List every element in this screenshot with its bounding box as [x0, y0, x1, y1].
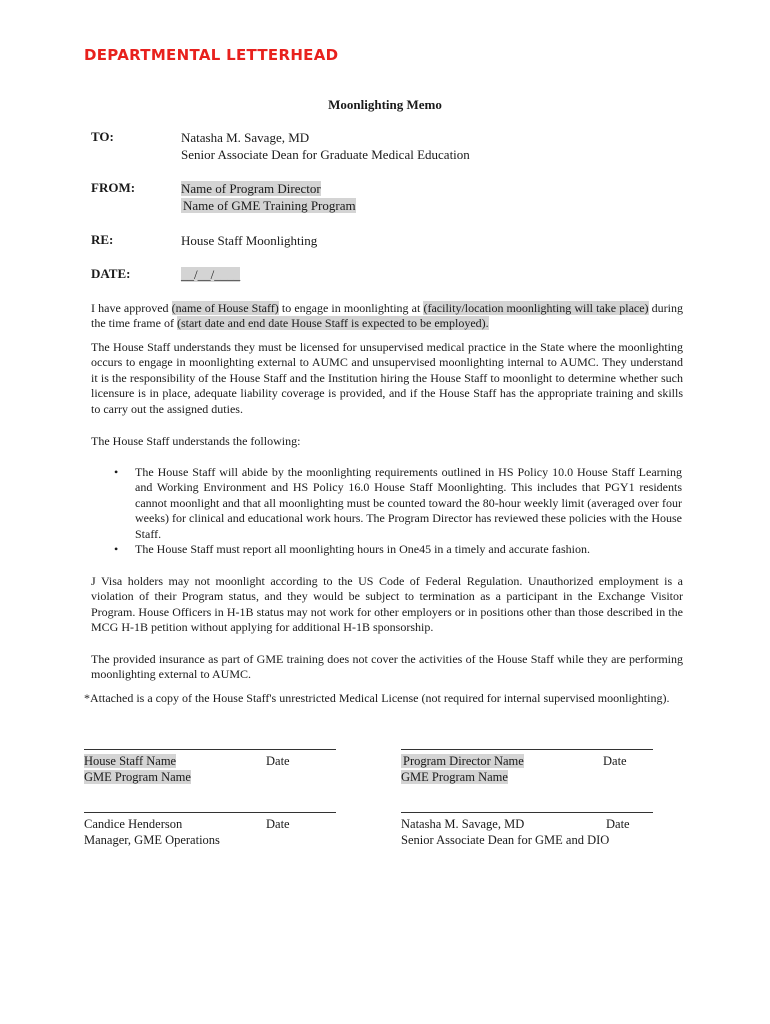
- dio-name: Natasha M. Savage, MD: [401, 817, 525, 831]
- re-label: RE:: [91, 232, 114, 247]
- manager-signature-label: [84, 816, 220, 848]
- house-staff-name-field: (name of House Staff): [171, 301, 279, 315]
- understands-paragraph: The House Staff understands the following:: [91, 434, 301, 448]
- date-field: [181, 266, 240, 283]
- manager-title: Manager, GME Operations: [84, 833, 220, 847]
- signature-line-dio: [401, 812, 653, 813]
- timeframe-field: (start date and end date House Staff is expected to be employed): [176, 316, 486, 331]
- facility-location-field: (facility/location moonlighting will take place): [423, 301, 649, 315]
- program-director-program-label: GME Program Name: [401, 770, 508, 784]
- approval-text-3: during the time frame of: [91, 301, 683, 331]
- approval-text-2: to engage in moonlighting at: [278, 301, 424, 315]
- approval-paragraph: [91, 301, 683, 332]
- signature-line-house-staff: [84, 749, 336, 750]
- dio-title: Senior Associate Dean for GME and DIO: [401, 833, 610, 847]
- bullet-icon: •: [114, 465, 119, 479]
- list-item: [114, 542, 682, 557]
- approval-text-4: .: [485, 316, 489, 331]
- from-label: FROM:: [91, 180, 136, 195]
- house-staff-program-label: GME Program Name: [84, 770, 191, 784]
- house-staff-name-label: House Staff Name: [84, 754, 177, 768]
- from-sender: [181, 180, 356, 214]
- house-staff-date-label: Date: [266, 754, 290, 768]
- attached-note: *Attached is a copy of the House Staff's unrestricted Medical License (not required for internal supervised moonlighting).: [84, 691, 670, 705]
- manager-name: Candice Henderson: [84, 817, 183, 831]
- insurance-paragraph: The provided insurance as part of GME training does not cover the activities of the House Staff while they are performing moonlighting external to AUMC.: [91, 652, 683, 682]
- licensure-paragraph: The House Staff understands they must be licensed for unsupervised medical practice in the State where the moonlighting occurs to engage in moonlighting external to AUMC and unsupervised moonlighting internal to AUMC. They understand it is the responsibility of the House Staff and the Institution hiring the House Staff to moonlight to determine whether such licensure is in place, adequate liability coverage is provided, and if the House Staff has the appropriate training and skills to carry out the assigned duties.: [91, 340, 683, 416]
- to-title: Senior Associate Dean for Graduate Medical Education: [181, 147, 470, 162]
- house-staff-signature-label: [84, 753, 191, 785]
- dio-signature-label: [401, 816, 609, 848]
- list-item-text: The House Staff will abide by the moonlighting requirements outlined in HS Policy 10.0 House Staff Learning and Working Environment and HS Policy 16.0 House Staff Moonlighting. This includes that PGY1 residents cannot moonlight and that all moonlighting must be counted toward the 80-hour weekly limit (averaged over four weeks) for clinical and educational work hours. The Program Director has reviewed these policies with the House Staff.: [135, 465, 682, 541]
- from-director-field: Name of Program Director: [181, 181, 321, 196]
- approval-text-1: I have approved: [91, 301, 172, 315]
- manager-date-label: Date: [266, 817, 290, 831]
- date-label: DATE:: [91, 266, 131, 281]
- bullet-icon: •: [114, 542, 119, 557]
- from-program-field: Name of GME Training Program: [183, 198, 356, 213]
- program-director-signature-label: [401, 753, 524, 785]
- to-label: TO:: [91, 129, 114, 144]
- signature-line-program-director: [401, 749, 653, 750]
- departmental-letterhead: DEPARTMENTAL LETTERHEAD: [84, 46, 339, 64]
- list-item: [114, 465, 682, 542]
- program-director-name-label: Program Director Name: [403, 754, 524, 768]
- program-director-date-label: Date: [603, 754, 627, 768]
- visa-paragraph: J Visa holders may not moonlight according to the US Code of Federal Regulation. Unauthorized employment is a violation of their Program status, and they would be subject to termination as a participant in the Exchange Visitor Program. House Officers in H-1B status may not work for other employers or in positions other than those described in the MCG H-1B petition without applying for additional H-1B sponsorship.: [91, 574, 683, 635]
- to-name: Natasha M. Savage, MD: [181, 130, 310, 145]
- signature-line-manager: [84, 812, 336, 813]
- dio-date-label: Date: [606, 817, 630, 831]
- memo-title: Moonlighting Memo: [328, 97, 442, 112]
- list-item-text: The House Staff must report all moonlighting hours in One45 in a timely and accurate fashion.: [135, 542, 591, 557]
- to-recipient: [181, 129, 470, 163]
- date-value: __/__/____: [181, 267, 241, 282]
- requirements-list: [114, 465, 682, 557]
- re-subject: House Staff Moonlighting: [181, 233, 318, 248]
